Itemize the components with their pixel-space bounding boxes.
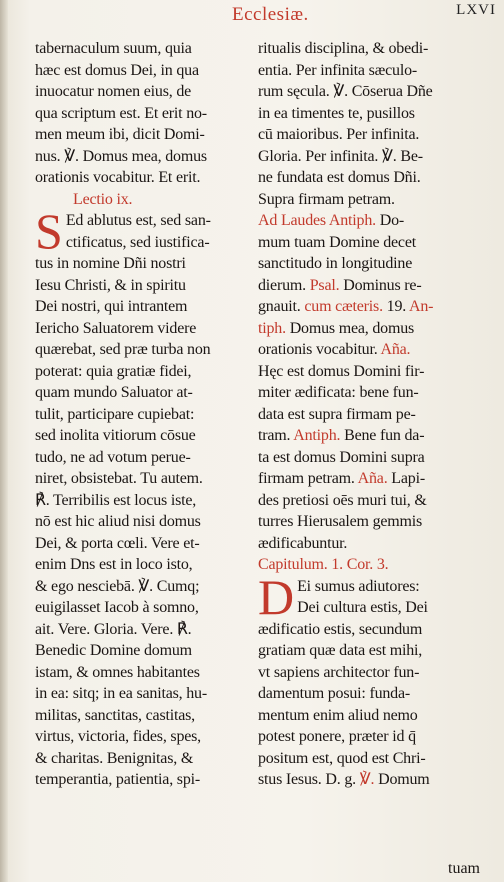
last-line — [258, 769, 480, 791]
text-line: Benedic Domine domum — [35, 642, 192, 659]
right-column — [258, 38, 480, 791]
ad-laudes-line — [258, 210, 480, 232]
text-line: poterat: quia gratiæ fidei, — [35, 362, 192, 380]
drop-cap-initial: D — [258, 568, 295, 625]
text-line: in ea: sitq; in ea sanitas, hu- — [35, 685, 207, 702]
page-gutter — [0, 0, 8, 882]
text-line: Dei cultura estis, Dei — [297, 599, 428, 616]
text-line: tus in nomine Dñi nostri — [35, 255, 186, 272]
text-line: mentum enim aliud nemo — [258, 706, 418, 724]
text-span: stus Iesus. D. g. — [258, 771, 360, 788]
text-line: damentum posui: funda- — [258, 685, 411, 702]
text-line: rum sęcula. ℣. Cōserua Dñe — [258, 83, 433, 100]
antiphon-rubric: Aña. — [380, 341, 411, 358]
text-span: orationis vocabitur. — [258, 341, 378, 358]
psalm-number: 19. — [382, 298, 409, 315]
gnauit-line — [258, 296, 480, 318]
orationis-line — [258, 339, 480, 361]
lectio-heading: Lectio ix. — [73, 190, 133, 208]
text-line: & ego nesciebā. ℣. Cumq; — [35, 577, 200, 595]
psal-rubric: Psal. — [309, 276, 340, 294]
cum-ceteris-rubric: cum cæteris. — [304, 298, 383, 315]
text-line: euigilasset Iacob à somno, — [35, 599, 199, 616]
text-span: Bene fun da- — [340, 427, 425, 444]
antiphon-rubric: Aña. — [357, 470, 388, 487]
text-line: Gloria. Per infinita. ℣. Be- — [258, 147, 423, 165]
text-line: mum tuam Domine decet — [258, 233, 416, 251]
text-span: Dominus re- — [339, 276, 422, 294]
left-lines-a — [35, 38, 248, 189]
text-line: sanctitudo in longitudine — [258, 255, 413, 272]
text-line: ctificatus, sed iustifica- — [65, 233, 210, 251]
text-line: Dei, & porta cœli. Vere et- — [35, 534, 200, 552]
text-line: temperantia, patientia, spi- — [35, 771, 201, 788]
text-line: ne fundata est domus Dñi. — [258, 169, 421, 186]
text-line: hæc est domus Dei, in qua — [35, 61, 199, 79]
text-line: tulit, participare cupiebat: — [35, 405, 195, 423]
left-column — [35, 38, 248, 791]
catchword: tuam — [448, 860, 480, 877]
text-line: cū maioribus. Per infinita. — [258, 126, 420, 143]
versicle-rubric: ℣. — [359, 771, 375, 788]
text-line: orationis vocabitur. Et erit. — [35, 169, 201, 186]
capitulum-heading: Capitulum. 1. Cor. 3. — [258, 556, 389, 573]
text-line: data est supra firmam pe- — [258, 405, 416, 423]
antiphon-rubric: tiph. — [258, 319, 286, 337]
text-line: Iesu Christi, & in spiritu — [35, 276, 186, 294]
text-line: niret, obsistebat. Tu autem. — [35, 470, 203, 487]
folio-number: LXVI — [456, 2, 496, 18]
tram-line — [258, 425, 480, 447]
text-line: Dei nostri, qui intrantem — [35, 298, 188, 315]
text-line: quærebat, sed præ turba non — [35, 341, 211, 358]
text-span: Domum — [374, 771, 430, 788]
text-line: quam mundo Saluator at- — [35, 384, 193, 401]
text-line: ædificatio estis, secundum — [258, 620, 423, 638]
text-line: ta est domus Domini supra — [258, 448, 425, 466]
text-span: gnauit. — [258, 298, 305, 315]
text-span: Domus mea, domus — [285, 319, 415, 337]
lectio-initial-block — [35, 203, 248, 259]
text-line: ædificabuntur. — [258, 534, 348, 552]
drop-cap-initial: S — [35, 203, 63, 259]
text-line: istam, & omnes habitantes — [35, 663, 200, 681]
antiphon-rubric: Antiph. — [293, 427, 341, 444]
text-line: sed inolita vitiorum cōsue — [35, 427, 196, 444]
text-line: inuocatur nomen eius, de — [35, 83, 192, 100]
text-line: virtus, victoria, fides, spes, — [35, 728, 201, 745]
text-line: men meum ibi, dicit Domi- — [35, 126, 205, 143]
text-line: & charitas. Benignitas, & — [35, 749, 194, 767]
text-line: nus. ℣. Domus mea, domus — [35, 147, 207, 165]
tiph-line — [258, 318, 480, 340]
ad-laudes-rubric: Ad Laudes Antiph. — [258, 212, 376, 229]
text-line: Hęc est domus Domini fir- — [258, 362, 425, 380]
text-line: nō est hic aliud nisi domus — [35, 513, 201, 530]
text-line: Supra firmam petram. — [258, 190, 395, 208]
left-lines-b — [35, 253, 248, 791]
text-line: Iericho Saluatorem videre — [35, 319, 197, 337]
text-line: gratiam quæ data est mihi, — [258, 642, 423, 659]
text-line: ℟. Terribilis est locus iste, — [35, 491, 197, 509]
text-line: ait. Vere. Gloria. Vere. ℟. — [35, 620, 192, 638]
running-head: Ecclesiæ. — [232, 4, 309, 25]
psal-line — [258, 275, 480, 297]
text-span: tram. — [258, 427, 294, 444]
text-line: miter ædificata: bene fun- — [258, 384, 419, 401]
text-line: turres Hierusalem gemmis — [258, 513, 423, 530]
text-line: potest ponere, præter id q̄ — [258, 728, 416, 745]
text-line: enim Dns est in loco isto, — [35, 556, 193, 573]
right-lines-a — [258, 38, 480, 210]
antiphon-rubric: An- — [409, 298, 434, 315]
text-line: qua scriptum est. Et erit no- — [35, 104, 207, 122]
text-line: entia. Per infinita sæculo- — [258, 61, 418, 79]
text-line: tudo, ne ad votum perue- — [35, 448, 191, 466]
text-line: in ea timentes te, pusillos — [258, 104, 415, 122]
text-span: firmam petram. — [258, 470, 355, 487]
text-line: des pretiosi oēs muri tui, & — [258, 491, 427, 509]
text-line: vt sapiens architector fun- — [258, 663, 420, 681]
text-line: Ei sumus adiutores: — [297, 577, 420, 595]
text-line: militas, sanctitas, castitas, — [35, 706, 195, 724]
text-line: positum est, quod est Chri- — [258, 749, 426, 767]
text-line: ritualis disciplina, & obedi- — [258, 40, 429, 57]
text-line: Ed ablutus est, sed san- — [65, 212, 211, 229]
capitulum-initial-block — [258, 568, 480, 625]
firmam-line — [258, 468, 480, 490]
text-line: tabernaculum suum, quia — [35, 40, 192, 57]
ad-laudes-text: Do- — [375, 212, 405, 229]
text-span: dierum. — [258, 276, 306, 294]
page-header — [0, 0, 504, 30]
text-span: Lapi- — [387, 470, 425, 487]
